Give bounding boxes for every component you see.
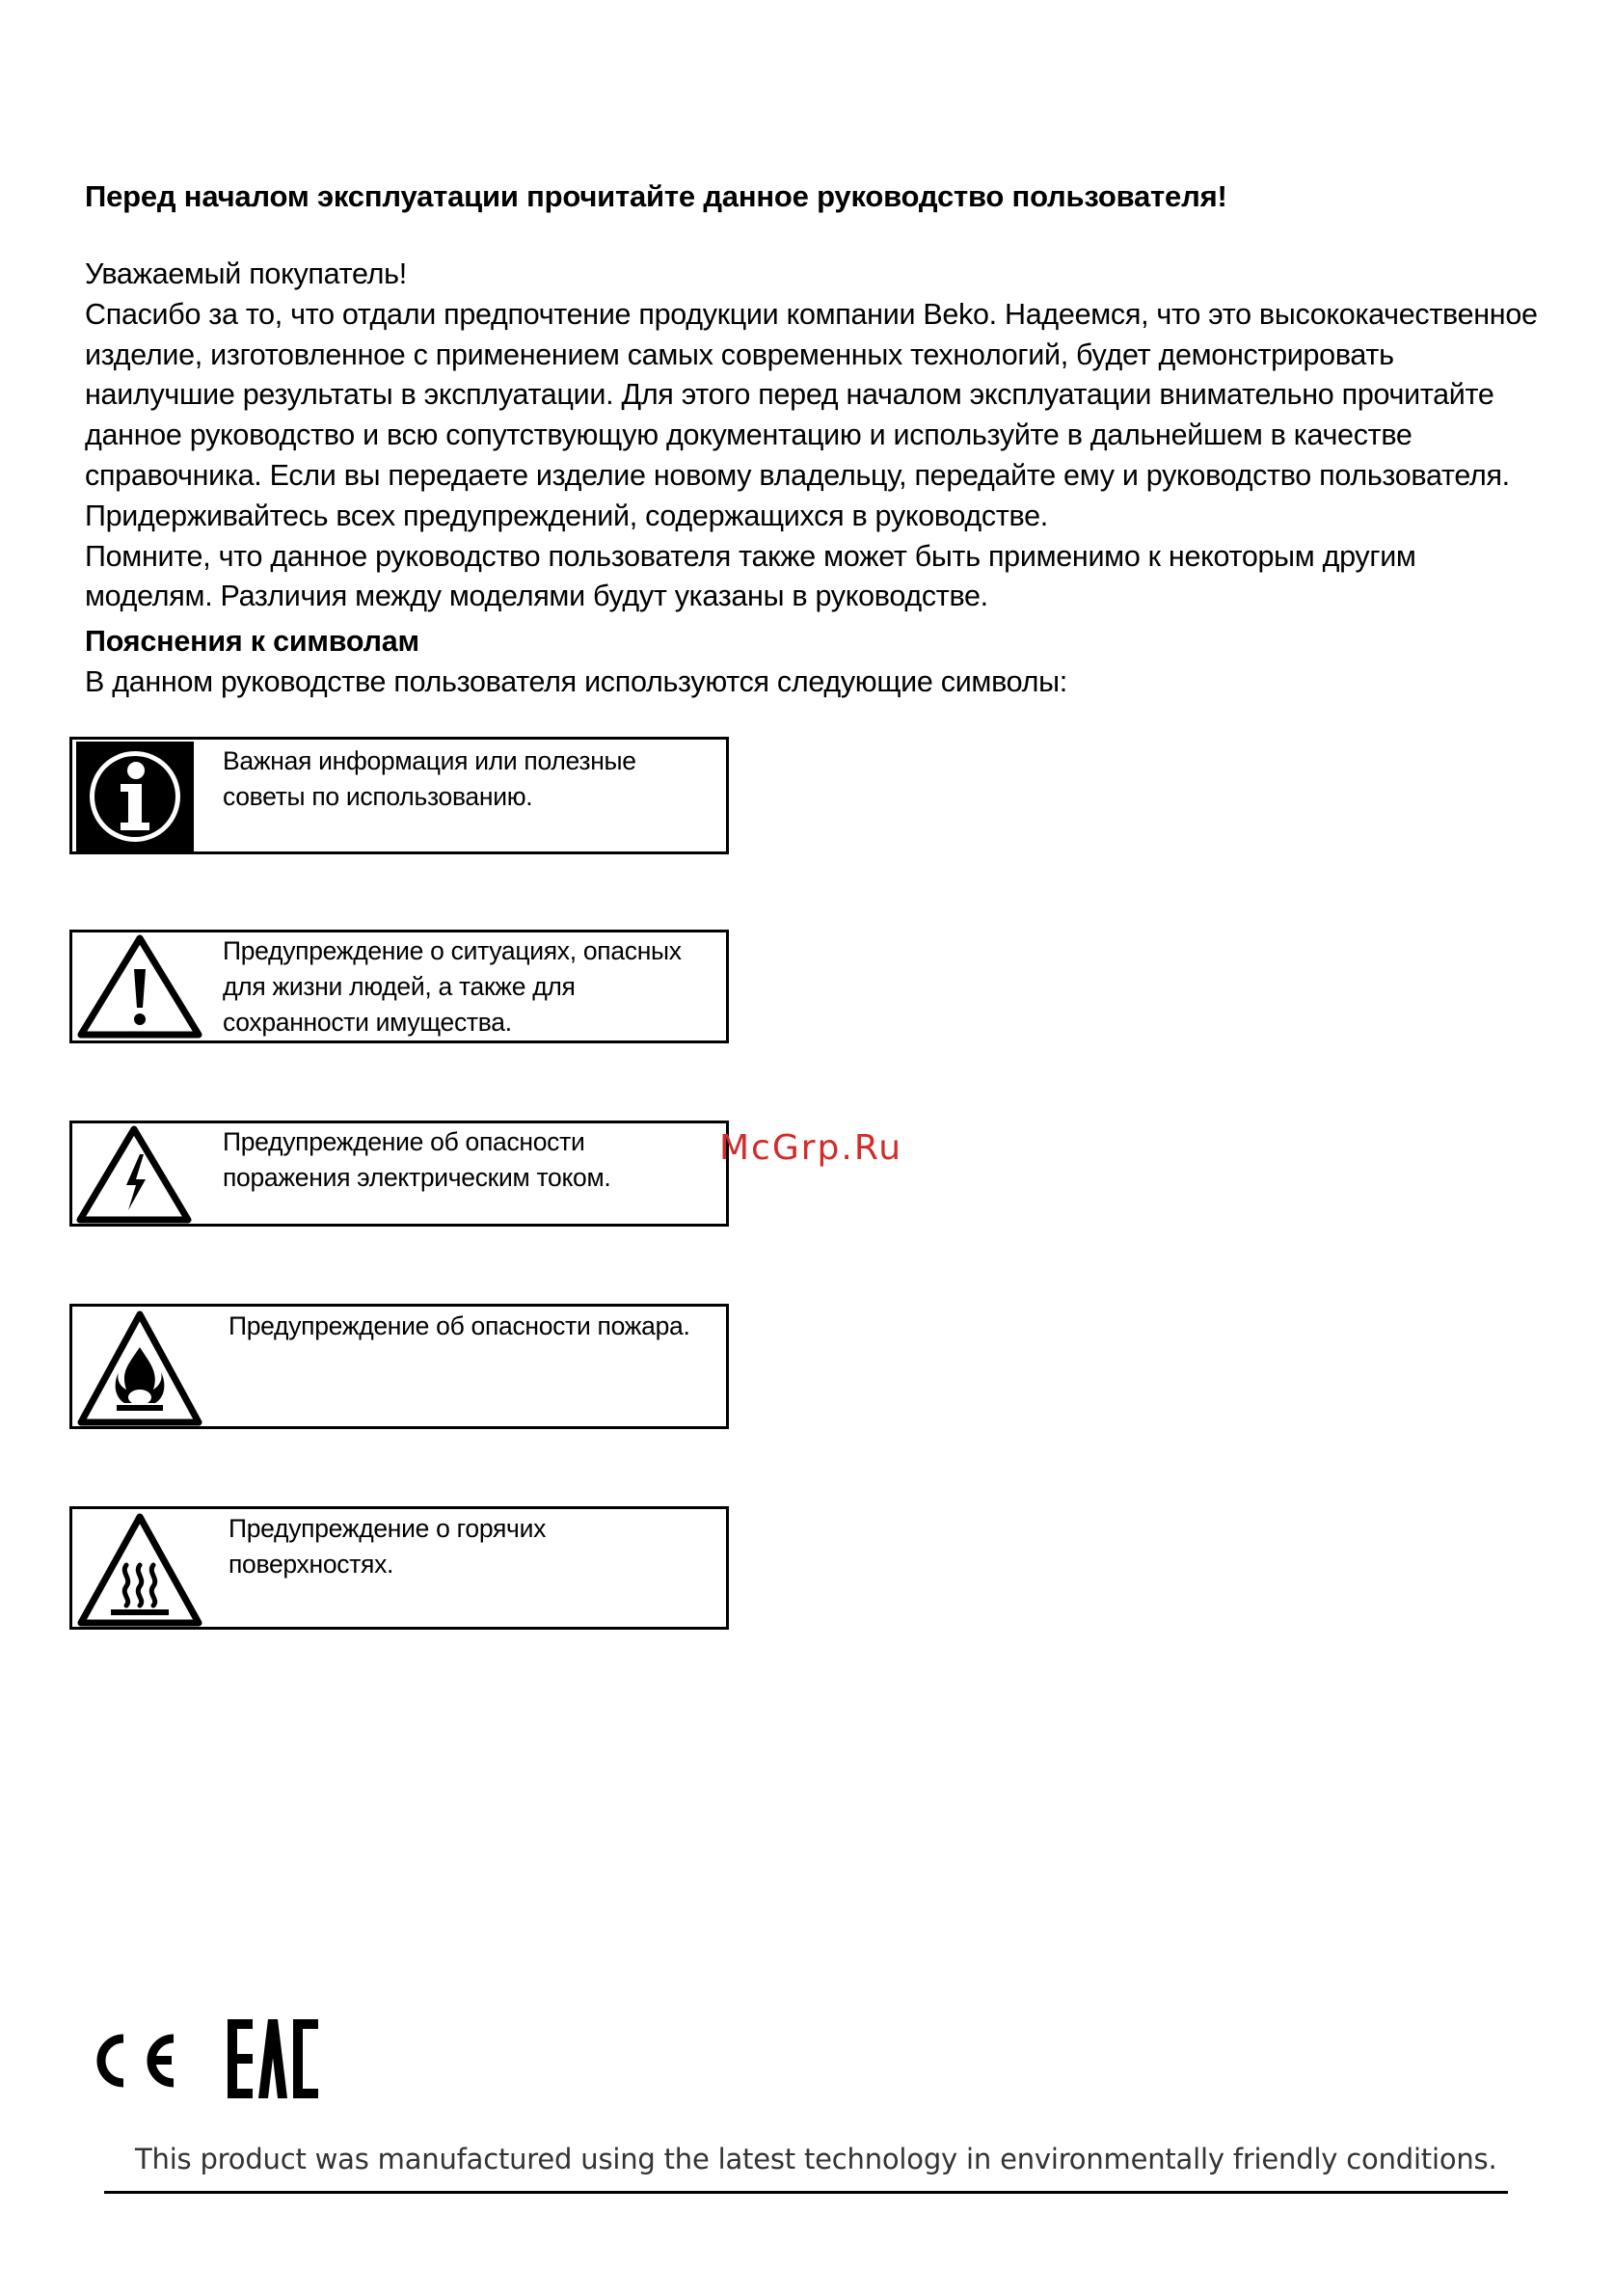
electric-shock-icon xyxy=(76,1125,192,1229)
symbols-heading: Пояснения к символам xyxy=(85,625,419,658)
intro-line: изделие, изготовленное с применением самых современных технологий, будет демонстрировать xyxy=(85,338,1394,371)
hot-surface-icon xyxy=(76,1511,203,1632)
symbol-text-line: сохранности имущества. xyxy=(223,1008,512,1037)
intro-line: моделям. Различия между моделями будут указаны в руководстве. xyxy=(85,580,988,613)
warning-icon xyxy=(76,934,203,1043)
symbol-text-line: Предупреждение об опасности пожара. xyxy=(229,1311,690,1340)
symbol-box-info xyxy=(69,737,729,854)
intro-line: наилучшие результаты в эксплуатации. Для этого перед началом эксплуатации внимательно прочитайте xyxy=(85,378,1494,412)
symbol-text-line: поверхностях. xyxy=(229,1550,394,1579)
greeting: Уважаемый покупатель! xyxy=(85,257,407,290)
footer-text: This product was manufactured using the latest technology in environmentally friendly conditions. xyxy=(135,2143,1497,2175)
intro-line: справочника. Если вы передаете изделие новому владельцу, передайте ему и руководство пользователя. xyxy=(85,458,1510,492)
ce-mark-icon xyxy=(101,2039,174,2083)
symbol-text-line: Предупреждение об опасности xyxy=(223,1127,585,1156)
intro-line: Спасибо за то, что отдали предпочтение продукции компании Beko. Надеемся, что это высококачественное xyxy=(85,297,1538,331)
symbol-text-line: Предупреждение о ситуациях, опасных xyxy=(223,936,682,965)
intro-line: Придерживайтесь всех предупреждений, содержащихся в руководстве. xyxy=(85,499,1048,532)
footer-divider xyxy=(104,2191,1508,2194)
eac-mark-icon xyxy=(228,2019,318,2098)
symbol-box-fire xyxy=(69,1304,729,1429)
symbol-box-electric xyxy=(69,1121,729,1227)
symbol-box-warning xyxy=(69,930,729,1043)
symbol-box-hot-surface xyxy=(69,1506,729,1630)
intro-line: Помните, что данное руководство пользователя также может быть применимо к некоторым другим xyxy=(85,539,1416,573)
info-icon xyxy=(76,742,194,856)
symbol-text-line: Предупреждение о горячих xyxy=(229,1514,547,1543)
page-title: Перед началом эксплуатации прочитайте данное руководство пользователя! xyxy=(85,179,1227,213)
symbol-text-line: поражения электрическим током. xyxy=(223,1163,611,1192)
certification-logos xyxy=(81,2015,332,2107)
intro-text xyxy=(85,255,1570,617)
intro-line: данное руководство и всю сопутствующую документацию и используйте в дальнейшем в качестве xyxy=(85,419,1412,452)
fire-icon xyxy=(76,1309,203,1431)
symbol-text-line: Важная информация или полезные xyxy=(223,746,636,775)
watermark: McGrp.Ru xyxy=(719,1128,903,1168)
symbol-text-line: советы по использованию. xyxy=(223,782,533,811)
symbol-text-line: для жизни людей, а также для xyxy=(223,972,576,1001)
symbols-intro: В данном руководстве пользователя используются следующие символы: xyxy=(85,665,1067,698)
